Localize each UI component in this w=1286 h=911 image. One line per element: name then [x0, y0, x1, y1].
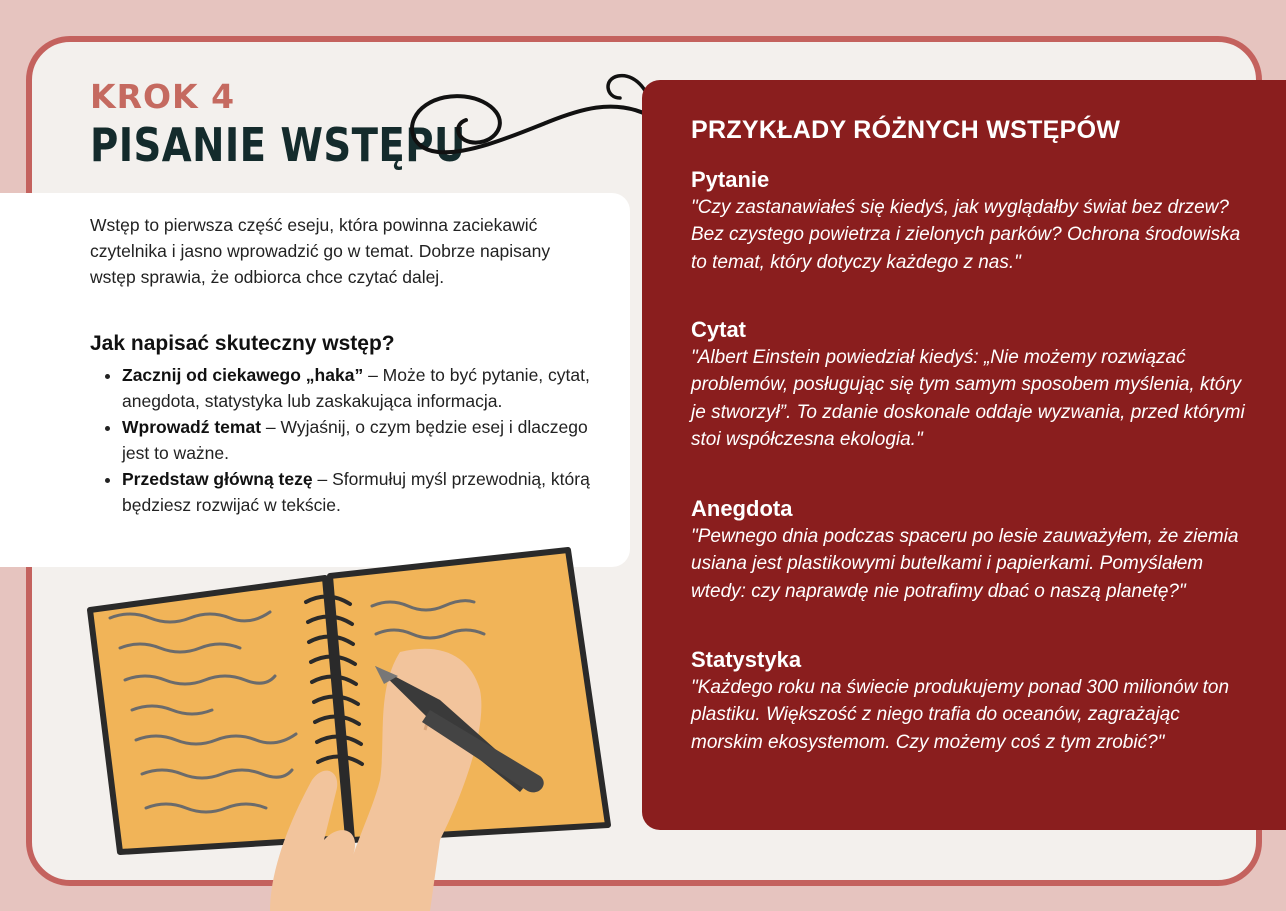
tip-text: – Wyjaśnij, o czym będzie esej i dlaczego jest to ważne. — [122, 417, 588, 463]
example-anecdote — [691, 495, 1251, 605]
example-text: "Pewnego dnia podczas spaceru po lesie zauważyłem, że ziemia usiana jest plastikowymi butelkami i papierkami. Pomyślałem wtedy: czy naprawdę nie potrafimy dbać o naszą planetę?" — [691, 526, 1239, 602]
example-text: "Czy zastanawiałeś się kiedyś, jak wyglądałby świat bez drzew? Bez czystego powietrza i zielonych parków? Ochrona środowiska to temat, który dotyczy każdego z nas." — [691, 197, 1241, 273]
step-label: KROK 4 — [90, 77, 236, 116]
list-item — [122, 362, 612, 414]
tips-list — [104, 362, 612, 518]
example-heading: Cytat — [691, 317, 747, 342]
tip-text: – Może to być pytanie, cytat, anegdota, statystyka lub zaskakująca informacja. — [122, 365, 590, 411]
how-to-heading: Jak napisać skuteczny wstęp? — [90, 332, 395, 355]
list-item — [122, 414, 612, 466]
notebook-writing-illustration-icon — [80, 540, 640, 911]
page-title: PISANIE WSTĘPU — [90, 118, 466, 172]
example-text: "Każdego roku na świecie produkujemy ponad 300 milionów ton plastiku. Większość z niego trafia do oceanów, zagrażając morskim ekosystemom. Czy możemy coś z tym zrobić?" — [691, 677, 1230, 753]
examples-title: PRZYKŁADY RÓŻNYCH WSTĘPÓW — [691, 116, 1121, 144]
examples-panel — [642, 80, 1286, 830]
tip-title: Przedstaw główną tezę — [122, 469, 313, 489]
tip-text: – Sformułuj myśl przewodnią, którą będziesz rozwijać w tekście. — [122, 469, 590, 515]
example-statistic — [691, 646, 1251, 756]
tip-title: Wprowadź temat — [122, 417, 262, 437]
intro-paragraph: Wstęp to pierwsza część eseju, która powinna zaciekawić czytelnika i jasno wprowadzić go w temat. Dobrze napisany wstęp sprawia, że odbiorca chce czytać dalej. — [90, 215, 551, 287]
list-item — [122, 466, 612, 518]
example-text: "Albert Einstein powiedział kiedyś: „Nie możemy rozwiązać problemów, posługując się tym samym sposobem myślenia, który je stworzył”. To zdanie doskonale oddaje wyzwania, przed którymi stoi współczesna ekologia." — [691, 347, 1245, 450]
example-heading: Pytanie — [691, 167, 770, 192]
example-quote — [691, 316, 1251, 453]
example-heading: Anegdota — [691, 496, 793, 521]
example-heading: Statystyka — [691, 647, 802, 672]
example-question — [691, 166, 1251, 276]
tip-title: Zacznij od ciekawego „haka” — [122, 365, 364, 385]
